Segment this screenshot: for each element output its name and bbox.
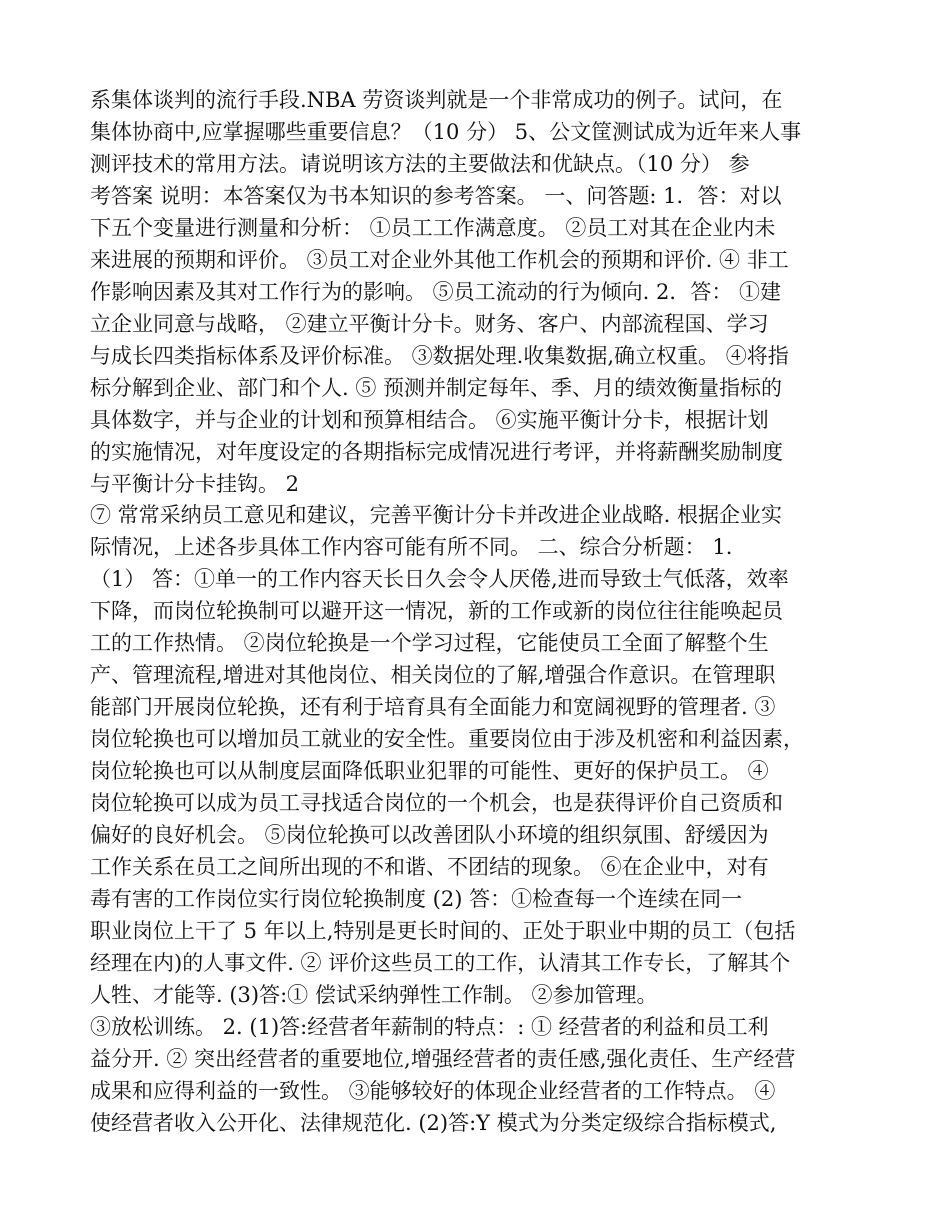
text-line: 系集体谈判的流行手段.NBA 劳资谈判就是一个非常成功的例子。试问，在 [90, 88, 783, 112]
text-line: 能部门开展岗位轮换，还有利于培育具有全面能力和宽阔视野的管理者. ③ [90, 695, 776, 719]
text-line: 际情况，上述各步具体工作内容可能有所不同。 二、综合分析题： 1. [90, 535, 733, 559]
text-line: 益分开. ② 突出经营者的重要地位,增强经营者的责任感,强化责任、生产经营 [90, 1047, 796, 1071]
text-line: 下降，而岗位轮换制可以避开这一情况，新的工作或新的岗位往往能唤起员 [90, 599, 783, 623]
text-line: ⑦ 常常采纳员工意见和建议，完善平衡计分卡并改进企业战略. 根据企业实 [90, 503, 783, 527]
text-block-bottom [90, 499, 860, 1139]
text-line: 具体数字，并与企业的计划和预算相结合。 ⑥实施平衡计分卡，根据计划 [90, 408, 769, 432]
text-line: 成果和应得利益的一致性。 ③能够较好的体现企业经营者的工作特点。 ④ [90, 1079, 776, 1103]
text-line: 立企业同意与战略， ②建立平衡计分卡。财务、客户、内部流程国、学习 [90, 312, 769, 336]
text-line: 集体协商中,应掌握哪些重要信息？（10 分） 5、公文筐测试成为近年来人事 [90, 120, 802, 144]
text-block-top [90, 84, 860, 500]
text-line: 下五个变量进行测量和分析： ①员工工作满意度。 ②员工对其在企业内未 [90, 216, 776, 240]
text-line: 偏好的良好机会。 ⑤岗位轮换可以改善团队小环境的组织氛围、舒缓因为 [90, 823, 769, 847]
text-line: 来进展的预期和评价。 ③员工对企业外其他工作机会的预期和评价. ④ 非工 [90, 248, 789, 272]
text-line: 考答案 说明：本答案仅为书本知识的参考答案。 一、问答题: 1．答：对以 [90, 184, 782, 208]
text-line: 使经营者收入公开化、法律规范化. (2)答:Y 模式为分类定级综合指标模式, [90, 1111, 777, 1135]
text-line: 的实施情况，对年度设定的各期指标完成情况进行考评，并将薪酬奖励制度 [90, 440, 783, 464]
text-line: 测评技术的常用方法。请说明该方法的主要做法和优缺点。（10 分） 参 [90, 152, 750, 176]
text-line: 岗位轮换可以成为员工寻找适合岗位的一个机会，也是获得评价自己资质和 [90, 791, 783, 815]
text-line: 作影响因素及其对工作行为的影响。 ⑤员工流动的行为倾向. 2．答： ①建 [90, 280, 782, 304]
text-line: 工的工作热情。 ②岗位轮换是一个学习过程，它能使员工全面了解整个生 [90, 631, 769, 655]
text-line: 职业岗位上干了 5 年以上,特别是更长时间的、正处于职业中期的员工（包括 [90, 919, 796, 943]
text-line: （1） 答：①单一的工作内容天长日久会令人厌倦,进而导致士气低落，效率 [90, 567, 789, 591]
text-line: 人牲、才能等. (3)答:① 偿试采纳弹性工作制。 ②参加管理。 [90, 983, 658, 1007]
text-line: 工作关系在员工之间所出现的不和谐、不团结的现象。 ⑥在企业中，对有 [90, 855, 769, 879]
text-line: 毒有害的工作岗位实行岗位轮换制度 (2) 答：①检查每一个连续在同一 [90, 887, 743, 911]
text-line: 产、管理流程,增进对其他岗位、相关岗位的了解,增强合作意识。在管理职 [90, 663, 776, 687]
text-line: 标分解到企业、部门和个人. ⑤ 预测并制定每年、季、月的绩效衡量指标的 [90, 376, 783, 400]
text-line: 经理在内)的人事文件. ② 评价这些员工的工作，认清其工作专长，了解其个 [90, 951, 791, 975]
text-line: ③放松训练。 2. (1)答:经营者年薪制的特点：: ① 经营者的利益和员工利 [90, 1015, 769, 1039]
text-line: 与成长四类指标体系及评价标准。 ③数据处理.收集数据,确立权重。 ④将指 [90, 344, 789, 368]
text-line-with-page-number: 与平衡计分卡挂钩。 2 [90, 472, 300, 496]
text-line: 岗位轮换也可以增加员工就业的安全性。重要岗位由于涉及机密和利益因素， [90, 727, 804, 751]
text-line: 岗位轮换也可以从制度层面降低职业犯罪的可能性、更好的保护员工。 ④ [90, 759, 769, 783]
